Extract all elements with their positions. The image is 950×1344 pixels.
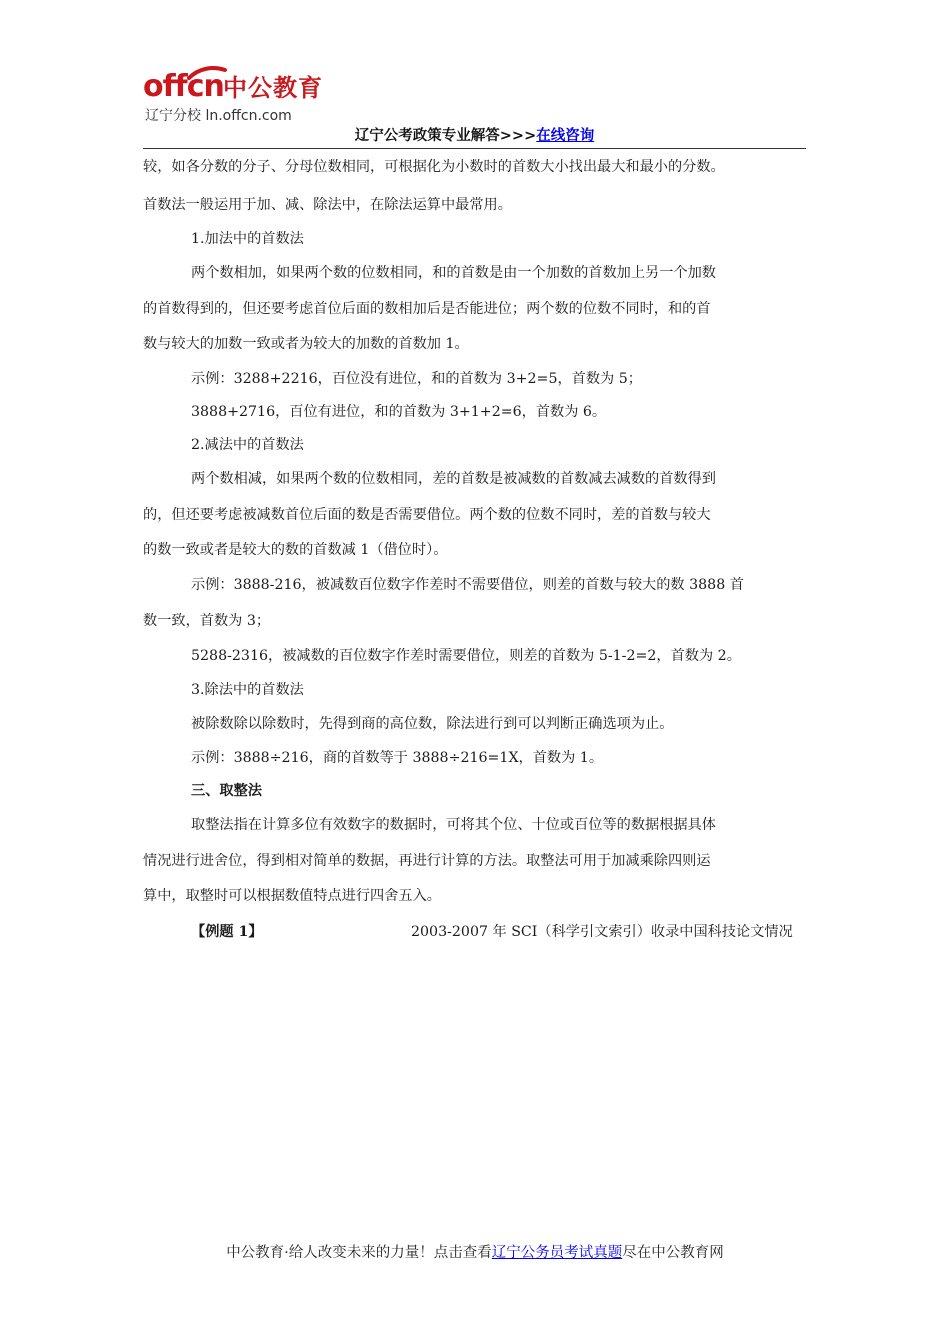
body-line: 数一致，首数为 3；: [143, 613, 271, 629]
offcn-logo: [143, 66, 333, 128]
body-line: 的，但还要考虑被减数首位后面的数是否需要借位。两个数的位数不同时，差的首数与较大: [143, 507, 711, 523]
example-heading: [191, 922, 854, 942]
logo-wordmark: offcn: [143, 69, 224, 104]
logo-subtitle: 辽宁分校 ln.offcn.com: [145, 108, 292, 124]
body-line: 数与较大的加数一致或者为较大的加数的首数加 1。: [143, 336, 469, 352]
footer-text: 中公教育·给人改变未来的力量！点击查看: [226, 1245, 492, 1261]
example-line: 3888+2716，百位有进位，和的首数为 3+1+2=6，首数为 6。: [191, 404, 607, 420]
section-heading-rounding: 三、取整法: [191, 783, 262, 799]
body-line: 取整法指在计算多位有效数字的数据时，可将其个位、十位或百位等的数据根据具体: [191, 817, 716, 833]
example-line: 示例：3888-216，被减数百位数字作差时不需要借位，则差的首数与较大的数 3888 首: [191, 577, 744, 593]
header-divider: [143, 148, 806, 149]
body-line: 的首数得到的，但还要考虑首位后面的数相加后是否能进位；两个数的位数不同时，和的首: [143, 301, 711, 317]
online-consult-link[interactable]: 在线咨询: [536, 128, 595, 144]
section-heading-subtraction: 2.减法中的首数法: [191, 437, 304, 453]
example-line: 5288-2316，被减数的百位数字作差时需要借位，则差的首数为 5-1-2=2，首数为 2。: [191, 648, 741, 664]
exam-questions-link[interactable]: 辽宁公务员考试真题: [491, 1245, 623, 1261]
logo-brand-name: 中公教育: [223, 74, 323, 102]
section-heading-division: 3.除法中的首数法: [191, 682, 304, 698]
body-line: 情况进行进舍位，得到相对简单的数据，再进行计算的方法。取整法可用于加减乘除四则运: [143, 853, 711, 869]
body-line: 较，如各分数的分子、分母位数相同，可根据化为小数时的首数大小找出最大和最小的分数。: [143, 159, 725, 175]
body-line: 两个数相加，如果两个数的位数相同，和的首数是由一个加数的首数加上另一个加数: [191, 265, 716, 281]
footer-text-tail: 尽在中公教育网: [622, 1245, 724, 1261]
example-line: 示例：3888÷216，商的首数等于 3888÷216=1X，首数为 1。: [191, 750, 604, 766]
example-line: 示例：3288+2216，百位没有进位，和的首数为 3+2=5，首数为 5；: [191, 371, 642, 387]
body-line: 算中，取整时可以根据数值特点进行四舍五入。: [143, 888, 441, 904]
page-footer: [0, 1243, 950, 1263]
page-header: [143, 126, 806, 146]
section-heading-addition: 1.加法中的首数法: [191, 231, 304, 247]
body-line: 被除数除以除数时，先得到商的高位数，除法进行到可以判断正确选项为止。: [191, 716, 674, 732]
body-line: 首数法一般运用于加、减、除法中，在除法运算中最常用。: [143, 197, 512, 213]
body-line: 的数一致或者是较大的数的首数减 1（借位时）。: [143, 542, 448, 558]
example-title: 2003-2007 年 SCI（科学引文索引）收录中国科技论文情况: [411, 924, 793, 940]
example-label: 【例题 1】: [191, 924, 263, 940]
body-line: 两个数相减，如果两个数的位数相同，差的首数是被减数的首数减去减数的首数得到: [191, 471, 716, 487]
header-text: 辽宁公考政策专业解答>>>: [354, 128, 537, 144]
